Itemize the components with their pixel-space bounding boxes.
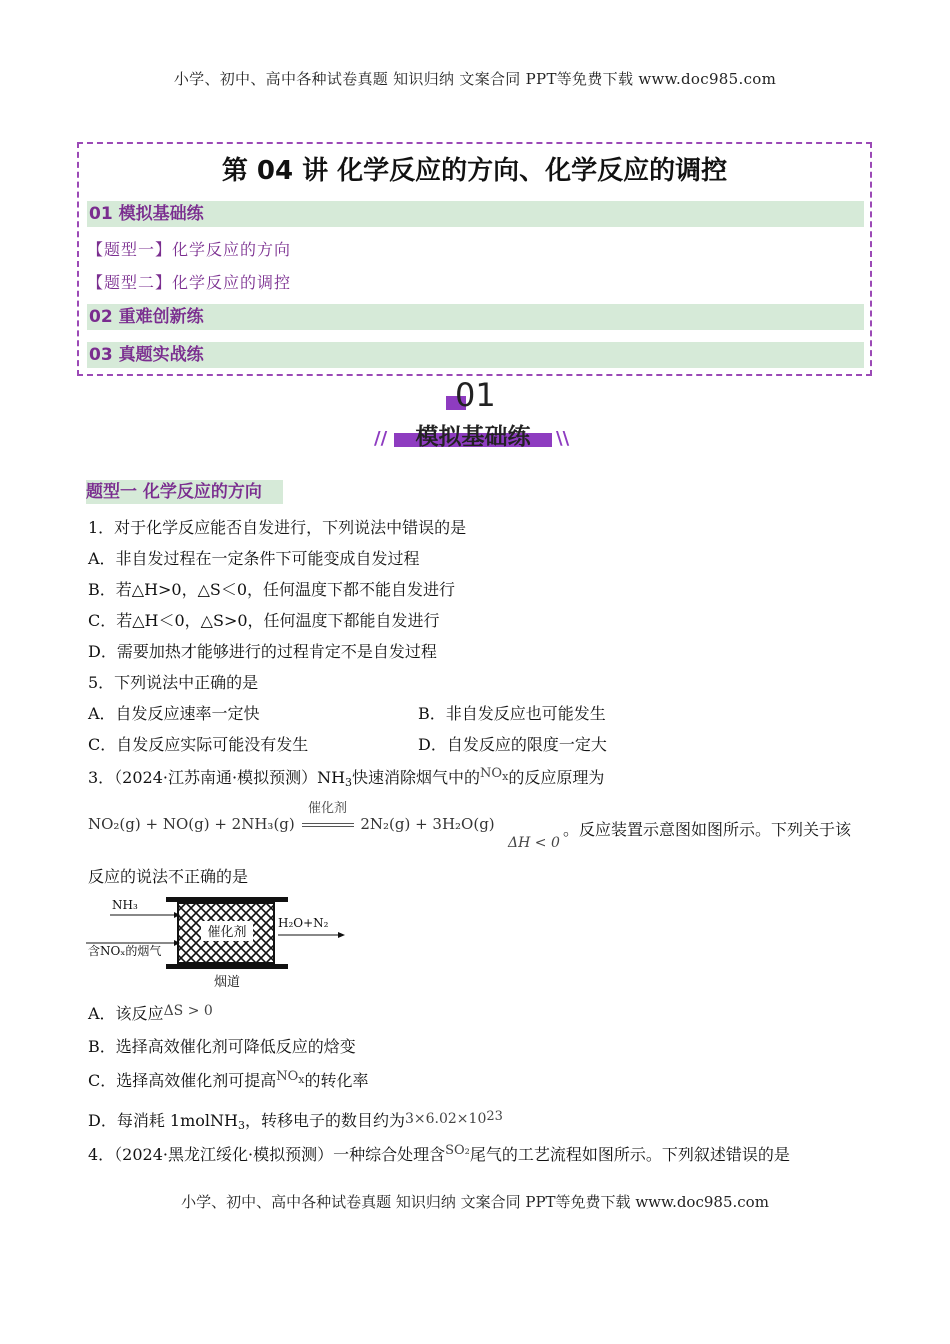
duct-wall-top bbox=[166, 897, 288, 902]
catalyst-label: 催化剂 bbox=[207, 925, 247, 940]
section-number: 01 bbox=[455, 376, 496, 414]
type-heading: 题型一 化学反应的方向 bbox=[86, 480, 283, 504]
q3-option-b: B．选择高效催化剂可降低反应的焓变 bbox=[88, 1037, 356, 1056]
toc-type-2: 【题型二】化学反应的调控 bbox=[87, 273, 292, 292]
duct-label: 烟道 bbox=[213, 975, 241, 990]
equation-catalyst-label: 催化剂 bbox=[308, 801, 348, 816]
toc-box bbox=[77, 142, 872, 376]
toc-section-3: 03 真题实战练 bbox=[87, 342, 864, 368]
q4-stem: 4．（2024·黑龙江绥化·模拟预测）一种综合处理含$^{SO_2}$尾气的工艺流程如图所示。下列叙述错误的是 bbox=[88, 1143, 790, 1164]
reaction-equation: NO₂(g) + NO(g) + 2NH₃(g) 催化剂 2N₂(g) + 3H₂O(g) bbox=[88, 815, 495, 833]
equation-arrow bbox=[302, 823, 354, 827]
q5-option-a: A．自发反应速率一定快 bbox=[88, 704, 260, 723]
outlet-label: H₂O+N₂ bbox=[278, 916, 329, 930]
q5-option-d: D．自发反应的限度一定大 bbox=[418, 735, 607, 754]
toc-section-2: 02 重难创新练 bbox=[87, 304, 864, 330]
toc-section-1: 01 模拟基础练 bbox=[87, 201, 864, 227]
reactor-diagram bbox=[86, 893, 356, 993]
duct-wall-bottom bbox=[166, 964, 288, 969]
q3-stem-tail: 。反应装置示意图如图所示。下列关于该 bbox=[563, 820, 852, 839]
q1-option-a: A．非自发过程在一定条件下可能变成自发过程 bbox=[88, 549, 420, 568]
q1-stem: 1．对于化学反应能否自发进行，下列说法中错误的是 bbox=[88, 518, 467, 537]
page-header: 小学、初中、高中各种试卷真题 知识归纳 文案合同 PPT等免费下载 www.doc985.com bbox=[173, 70, 777, 88]
section-title: 模拟基础练 bbox=[415, 424, 531, 450]
q1-option-d: D．需要加热才能够进行的过程肯定不是自发过程 bbox=[88, 642, 437, 661]
q1-option-b: B．若△H>0，△S＜0，任何温度下都不能自发进行 bbox=[88, 580, 456, 599]
q3-stem-continued: 反应的说法不正确的是 bbox=[88, 867, 249, 886]
inlet-nh3-label: NH₃ bbox=[112, 898, 138, 912]
banner-slash-right: \\ bbox=[556, 428, 570, 449]
banner-slash-left: // bbox=[374, 428, 388, 449]
page-title: 第 04 讲 化学反应的方向、化学反应的调控 bbox=[221, 156, 728, 186]
q3-stem: 3．（2024·江苏南通·模拟预测）$NH_3$快速消除烟气中的$^{NO_x}$的反应原理为 bbox=[88, 766, 605, 789]
q5-stem: 5．下列说法中正确的是 bbox=[88, 673, 259, 692]
delta-h: ΔH < 0 bbox=[508, 835, 560, 851]
q5-option-b: B．非自发反应也可能发生 bbox=[418, 704, 606, 723]
q3-option-a: A．该反应ΔS > 0 bbox=[88, 1003, 213, 1023]
q3-option-d: D．每消耗 1molNH$_3$，转移电子的数目约为$3\times 6.02\times 10^{23}$ bbox=[88, 1109, 503, 1132]
toc-type-1: 【题型一】化学反应的方向 bbox=[87, 240, 292, 259]
page-footer: 小学、初中、高中各种试卷真题 知识归纳 文案合同 PPT等免费下载 www.doc985.com bbox=[181, 1193, 769, 1211]
q3-option-c: C．选择高效催化剂可提高$^{NO_x}$的转化率 bbox=[88, 1069, 369, 1090]
q1-option-c: C．若△H＜0，△S>0，任何温度下都能自发进行 bbox=[88, 611, 440, 630]
outlet-arrowhead bbox=[338, 932, 345, 938]
q5-option-c: C．自发反应实际可能没有发生 bbox=[88, 735, 309, 754]
inlet-flue-gas-label: 含NOₓ的烟气 bbox=[88, 944, 162, 958]
